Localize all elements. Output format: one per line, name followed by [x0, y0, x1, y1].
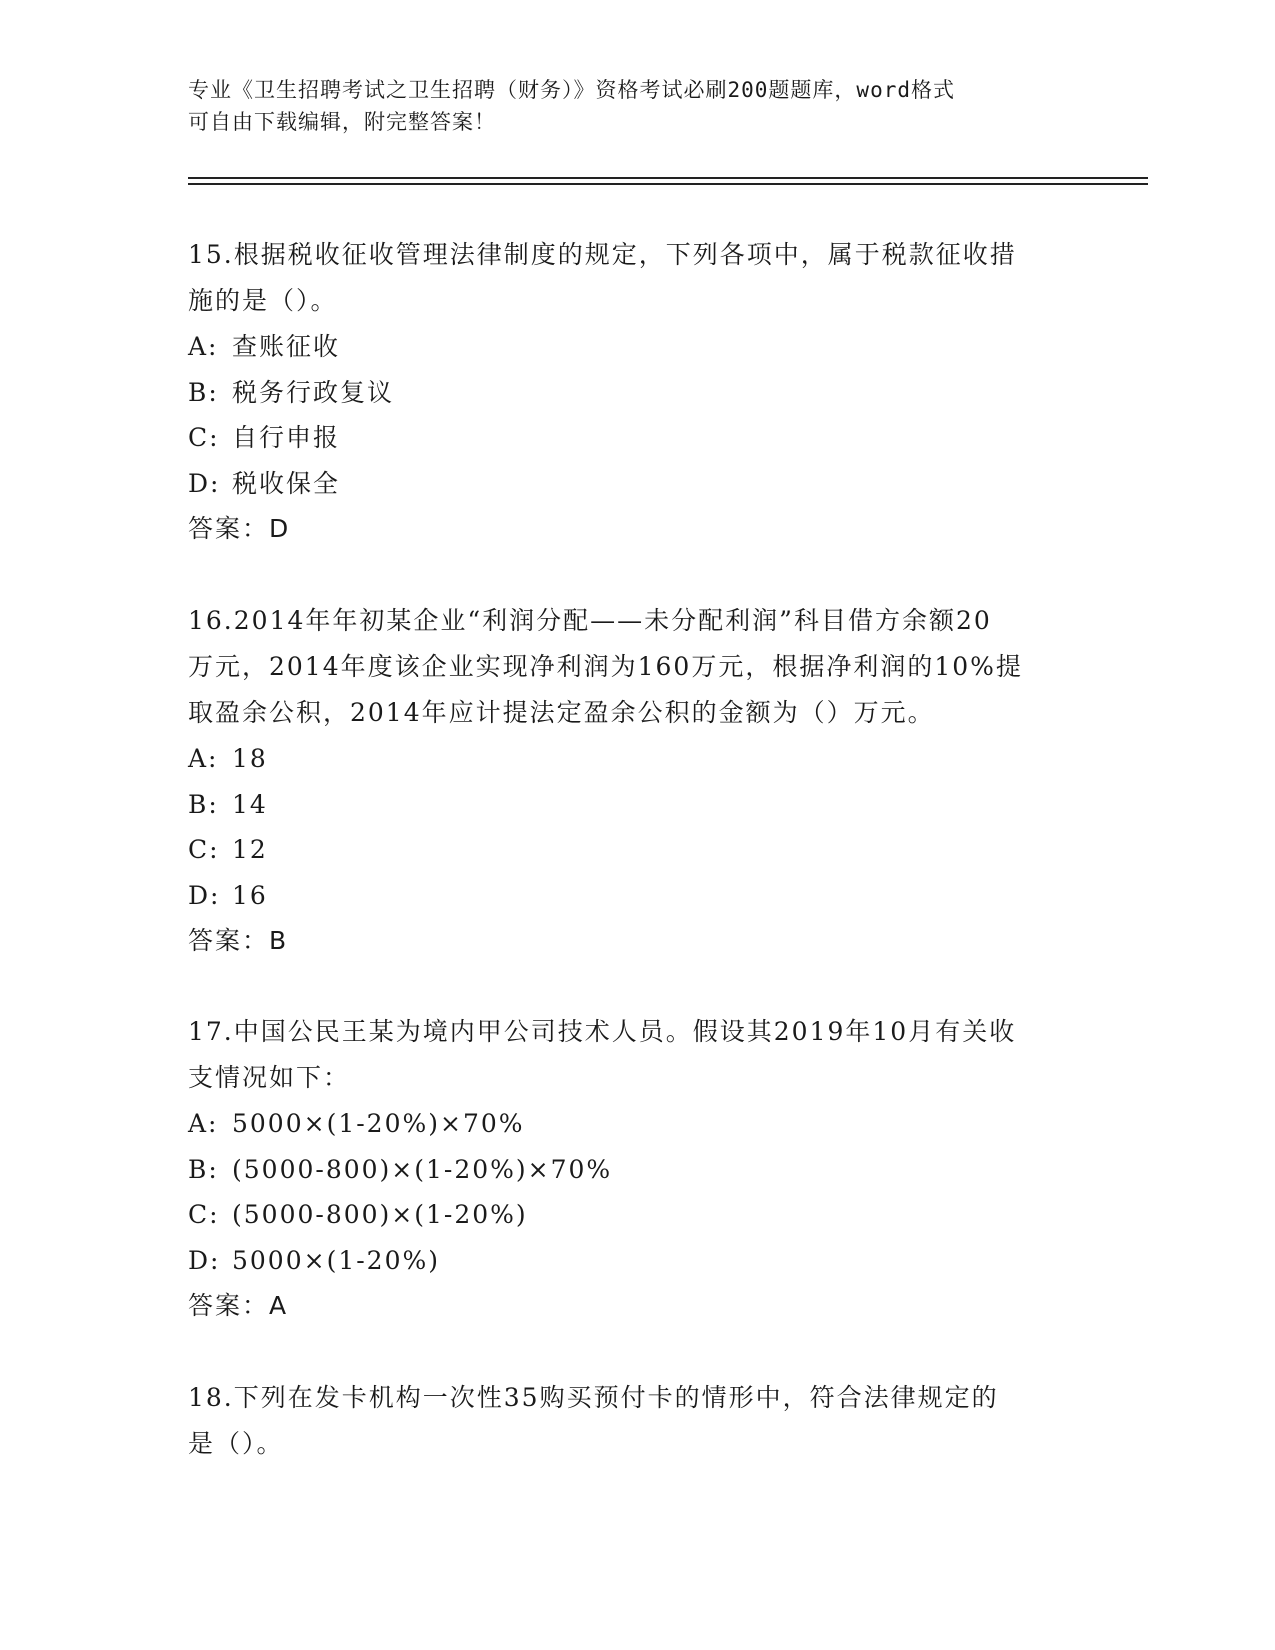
- question-stem-line: 支情况如下：: [188, 1063, 351, 1092]
- option-text: 14: [232, 789, 268, 819]
- question-stem-line: 施的是（）。: [188, 286, 338, 315]
- option-text: 16: [232, 880, 268, 910]
- option-key: D:: [188, 880, 221, 910]
- option-a: [188, 1101, 1068, 1147]
- header-line: 可自由下载编辑，附完整答案！: [188, 110, 496, 134]
- question-stem-line: 15.根据税收征收管理法律制度的规定，下列各项中，属于税款征收措: [188, 240, 1017, 269]
- option-key: C:: [188, 423, 220, 452]
- option-key: C:: [188, 1200, 220, 1229]
- option-text: 5000×(1-20%)×70%: [232, 1109, 525, 1138]
- question-stem-line: 17.中国公民王某为境内甲公司技术人员。假设其2019年10月有关收: [188, 1017, 1017, 1046]
- question-stem-line: 18.下列在发卡机构一次性35购买预付卡的情形中，符合法律规定的: [188, 1383, 999, 1412]
- question-17: [188, 1009, 1068, 1329]
- option-b: [188, 370, 1068, 416]
- option-key: A:: [188, 744, 219, 773]
- option-text: 查账征收: [232, 332, 341, 361]
- question-18: [188, 1375, 1068, 1467]
- option-key: B:: [188, 789, 219, 819]
- header-divider: [188, 177, 1148, 179]
- option-key: D:: [188, 1245, 221, 1275]
- option-c: [188, 827, 1068, 873]
- option-a: [188, 736, 1068, 782]
- option-key: B:: [188, 377, 219, 407]
- option-key: A:: [188, 332, 219, 361]
- option-key: D:: [188, 468, 221, 498]
- document-header: [188, 74, 1088, 138]
- answer-line: 答案：D: [188, 514, 291, 543]
- option-text: 税收保全: [232, 468, 341, 498]
- question-stem-line: 取盈余公积，2014年应计提法定盈余公积的金额为（）万元。: [188, 698, 935, 727]
- question-stem-line: 是（）。: [188, 1429, 284, 1458]
- option-text: 自行申报: [232, 423, 341, 452]
- question-stem-line: 万元，2014年度该企业实现净利润为160万元，根据净利润的10%提: [188, 652, 1023, 681]
- option-b: [188, 1147, 1068, 1193]
- option-text: (5000-800)×(1-20%): [232, 1200, 528, 1229]
- option-text: 12: [232, 835, 268, 864]
- question-16: [188, 598, 1068, 964]
- option-key: B:: [188, 1154, 219, 1184]
- option-text: 5000×(1-20%): [232, 1245, 440, 1275]
- option-d: [188, 461, 1068, 507]
- option-d: [188, 873, 1068, 919]
- option-d: [188, 1238, 1068, 1284]
- option-c: [188, 415, 1068, 461]
- answer-line: 答案：A: [188, 1291, 289, 1320]
- option-a: [188, 324, 1068, 370]
- option-text: (5000-800)×(1-20%)×70%: [232, 1154, 613, 1184]
- question-15: [188, 232, 1068, 552]
- header-line: 专业《卫生招聘考试之卫生招聘（财务）》资格考试必刷200题题库，word格式: [188, 78, 955, 102]
- answer-line: 答案：B: [188, 926, 289, 955]
- option-b: [188, 782, 1068, 828]
- option-text: 税务行政复议: [232, 377, 395, 407]
- header-divider: [188, 183, 1148, 185]
- option-text: 18: [232, 744, 268, 773]
- option-key: C:: [188, 835, 220, 864]
- option-key: A:: [188, 1109, 219, 1138]
- question-stem-line: 16.2014年年初某企业“利润分配——未分配利润”科目借方余额20: [188, 606, 992, 635]
- option-c: [188, 1192, 1068, 1238]
